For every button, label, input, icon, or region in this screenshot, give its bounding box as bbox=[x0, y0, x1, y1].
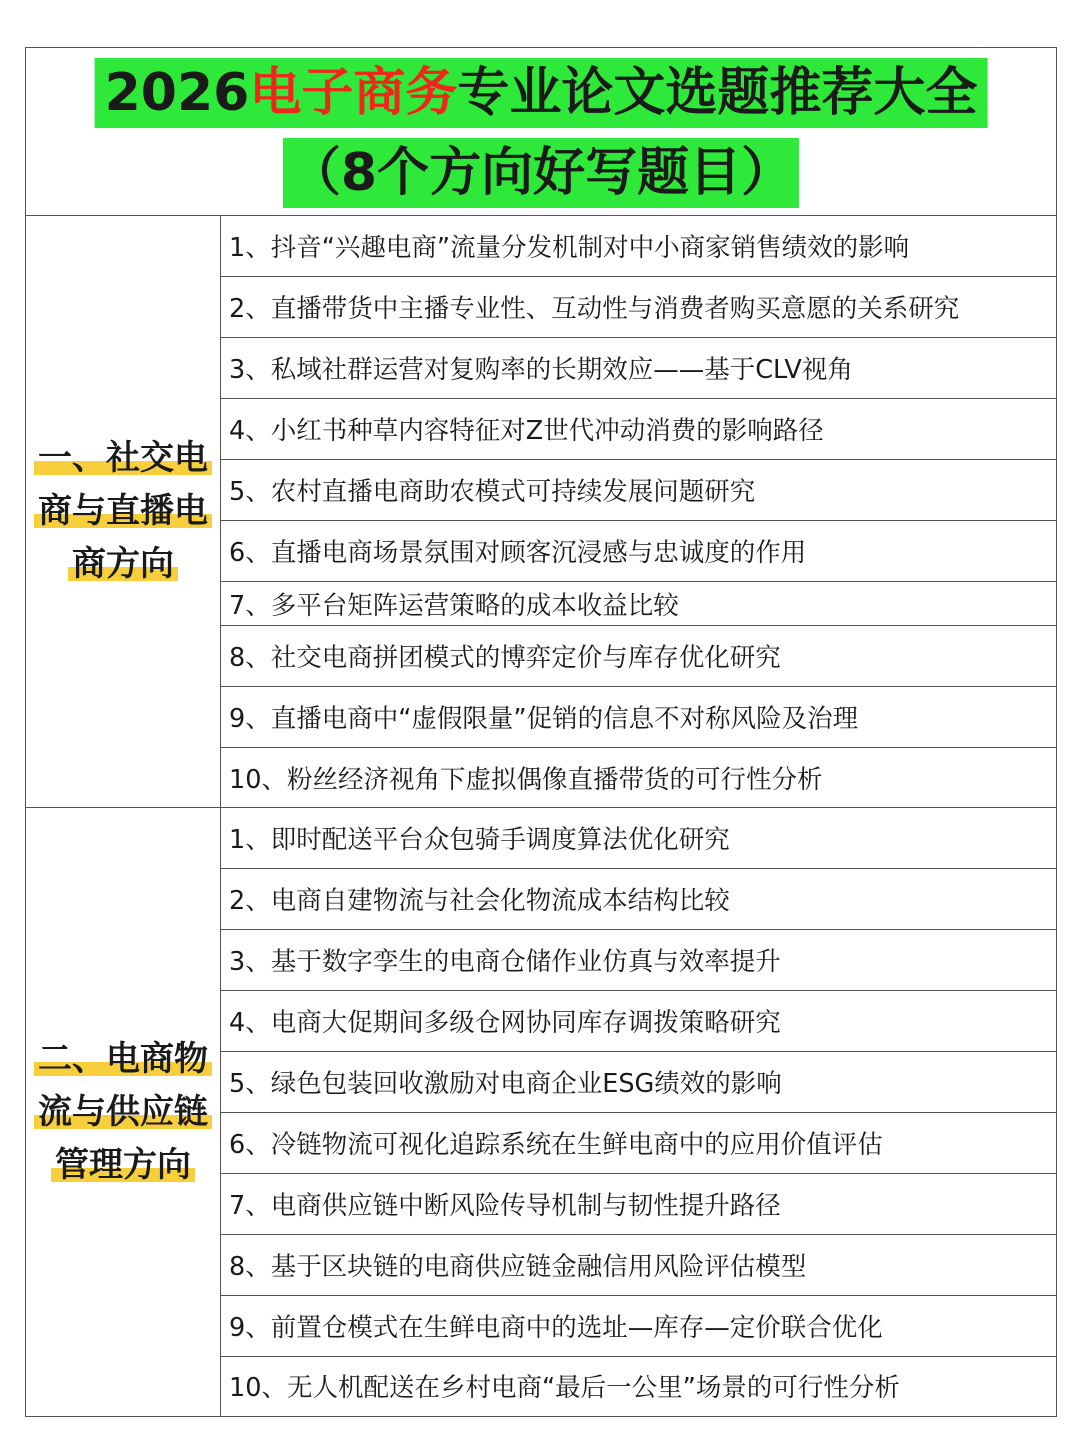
topic-row: 9、前置仓模式在生鲜电商中的选址—库存—定价联合优化 bbox=[221, 1296, 1056, 1357]
topic-row: 10、无人机配送在乡村电商“最后一公里”场景的可行性分析 bbox=[229, 1373, 900, 1403]
topic-row: 6、直播电商场景氛围对顾客沉浸感与忠诚度的作用 bbox=[221, 521, 1056, 582]
topic-row: 6、冷链物流可视化追踪系统在生鲜电商中的应用价值评估 bbox=[221, 1113, 1056, 1174]
topic-row: 8、基于区块链的电商供应链金融信用风险评估模型 bbox=[221, 1235, 1056, 1296]
topic-row: 5、绿色包装回收激励对电商企业ESG绩效的影响 bbox=[221, 1052, 1056, 1113]
topic-row: 9、直播电商中“虚假限量”促销的信息不对称风险及治理 bbox=[221, 687, 1056, 748]
section-label-line: 二、电商物 bbox=[34, 1039, 212, 1079]
title-year: 2026 bbox=[104, 63, 250, 123]
page-title bbox=[95, 58, 988, 128]
section-label-line: 管理方向 bbox=[51, 1145, 195, 1185]
title-highlight: 电子商务 bbox=[249, 63, 458, 123]
title-rest: 专业论文选题推荐大全 bbox=[457, 63, 978, 123]
section-social-live-commerce bbox=[26, 216, 1056, 808]
topic-row: 5、农村直播电商助农模式可持续发展问题研究 bbox=[221, 460, 1056, 521]
topic-row: 7、多平台矩阵运营策略的成本收益比较 bbox=[221, 582, 1056, 626]
document-frame bbox=[25, 47, 1057, 1417]
topic-list bbox=[221, 216, 1056, 807]
page-subtitle: （8个方向好写题目） bbox=[283, 138, 799, 208]
section-label-line: 一、社交电 bbox=[34, 438, 212, 478]
topic-row: 2、直播带货中主播专业性、互动性与消费者购买意愿的关系研究 bbox=[221, 277, 1056, 338]
topic-row: 3、基于数字孪生的电商仓储作业仿真与效率提升 bbox=[221, 930, 1056, 991]
section-label-cell bbox=[26, 808, 221, 1416]
topic-row: 3、私域社群运营对复购率的长期效应——基于CLV视角 bbox=[221, 338, 1056, 399]
topic-row: 1、即时配送平台众包骑手调度算法优化研究 bbox=[221, 808, 1056, 869]
topic-row: 4、小红书种草内容特征对Z世代冲动消费的影响路径 bbox=[221, 399, 1056, 460]
topic-list bbox=[221, 808, 1056, 1416]
section-label-line: 商方向 bbox=[68, 544, 178, 584]
topic-row: 8、社交电商拼团模式的博弈定价与库存优化研究 bbox=[221, 626, 1056, 687]
section-label-line: 商与直播电 bbox=[34, 491, 212, 531]
topic-row: 4、电商大促期间多级仓网协同库存调拨策略研究 bbox=[221, 991, 1056, 1052]
section-label-cell bbox=[26, 216, 221, 807]
section-logistics-supply-chain bbox=[26, 808, 1056, 1416]
section-label-line: 流与供应链 bbox=[34, 1092, 212, 1132]
title-area bbox=[26, 48, 1056, 216]
topic-row: 1、抖音“兴趣电商”流量分发机制对中小商家销售绩效的影响 bbox=[221, 216, 1056, 277]
topic-row: 10、粉丝经济视角下虚拟偶像直播带货的可行性分析 bbox=[229, 764, 823, 795]
topic-row: 2、电商自建物流与社会化物流成本结构比较 bbox=[221, 869, 1056, 930]
section-label bbox=[33, 1033, 213, 1192]
topic-row: 7、电商供应链中断风险传导机制与韧性提升路径 bbox=[221, 1174, 1056, 1235]
section-label bbox=[33, 432, 213, 591]
